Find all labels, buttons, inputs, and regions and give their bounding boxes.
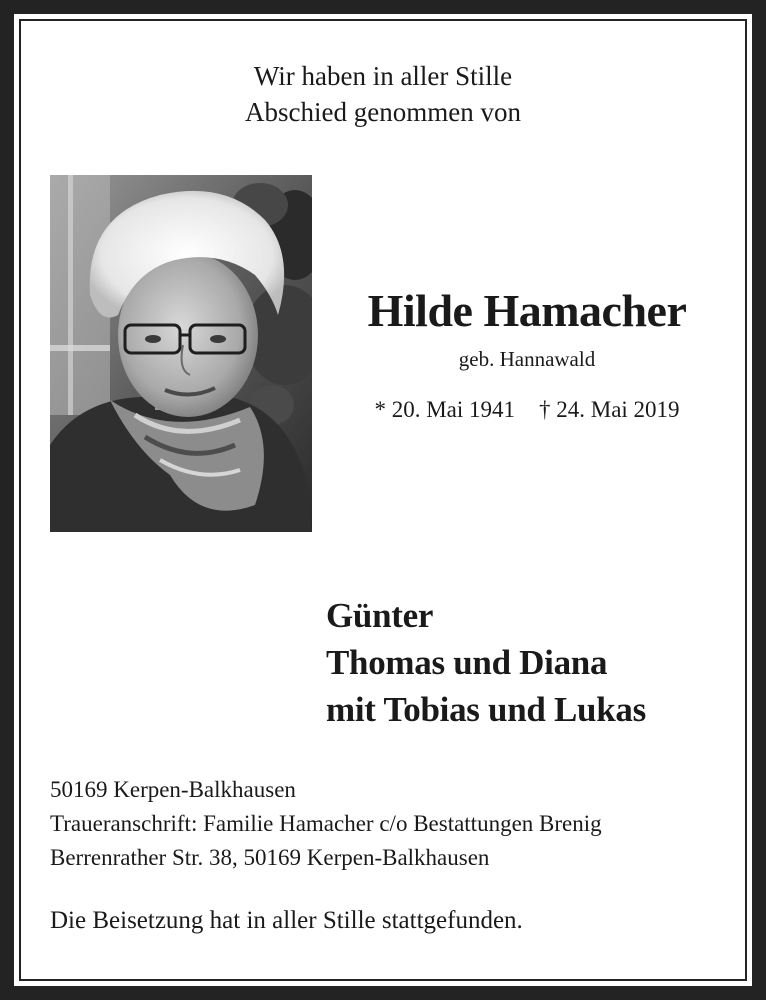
- address-block: [50, 773, 602, 875]
- mourners-list: [326, 592, 646, 733]
- burial-note: Die Beisetzung hat in aller Stille stattgefunden.: [50, 907, 523, 934]
- address-line: Berrenrather Str. 38, 50169 Kerpen-Balkhausen: [50, 845, 490, 870]
- address-line: Traueranschrift: Familie Hamacher c/o Bestattungen Brenig: [50, 811, 602, 836]
- mourner-line: Günter: [326, 596, 434, 635]
- birth-date: * 20. Mai 1941: [374, 397, 515, 422]
- death-date: † 24. Mai 2019: [539, 397, 680, 422]
- maiden-name: geb. Hannawald: [458, 347, 596, 371]
- deceased-name: Hilde Hamacher: [367, 285, 687, 336]
- intro-line-2: Abschied genommen von: [245, 97, 521, 127]
- intro-line-1: Wir haben in aller Stille: [253, 61, 513, 91]
- intro-text: [0, 58, 766, 130]
- portrait-photo: [50, 175, 312, 532]
- life-dates: [318, 394, 736, 426]
- address-line: 50169 Kerpen-Balkhausen: [50, 777, 296, 802]
- mourner-line: mit Tobias und Lukas: [326, 690, 646, 729]
- mourner-line: Thomas und Diana: [326, 643, 608, 682]
